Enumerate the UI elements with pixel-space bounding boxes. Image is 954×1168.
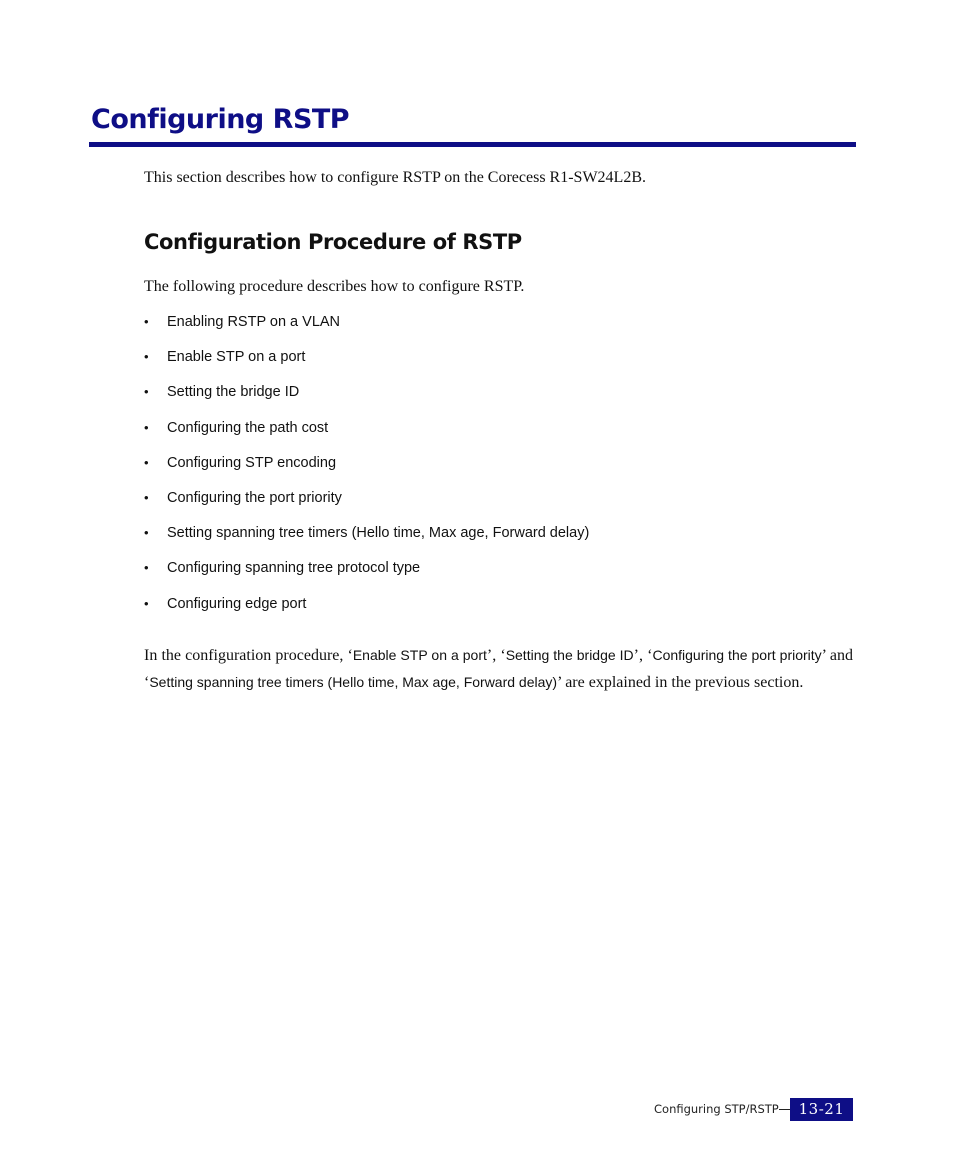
bullet-icon: • <box>144 595 149 611</box>
closing-text: ’ and ‘ <box>144 647 854 691</box>
list-item <box>144 381 589 416</box>
list-item <box>144 311 589 346</box>
section-heading: Configuration Procedure of RSTP <box>144 230 522 254</box>
step-label: Configuring spanning tree protocol type <box>167 560 421 577</box>
closing-text: ’ are explained in the previous section. <box>557 674 804 691</box>
step-reference: Configuring the port priority <box>652 647 822 663</box>
chapter-title: Configuring RSTP <box>91 104 350 135</box>
bullet-icon: • <box>144 525 149 541</box>
closing-text: In the configuration procedure, ‘ <box>144 647 353 664</box>
intro-paragraph: This section describes how to configure RSTP on the Corecess R1-SW24L2B. <box>144 169 646 186</box>
bullet-icon: • <box>144 349 149 365</box>
closing-paragraph <box>144 642 853 696</box>
closing-text: ’, ‘ <box>486 647 506 664</box>
bullet-icon: • <box>144 454 149 470</box>
list-item <box>144 487 589 522</box>
step-label: Setting the bridge ID <box>167 384 300 401</box>
bullet-icon: • <box>144 384 149 400</box>
bullet-icon: • <box>144 560 149 576</box>
list-item <box>144 346 589 381</box>
step-label: Configuring the path cost <box>167 419 329 436</box>
footer-chapter-label: Configuring STP/RSTP <box>654 1102 779 1116</box>
procedure-intro: The following procedure describes how to configure RSTP. <box>144 278 525 295</box>
bullet-icon: • <box>144 314 149 329</box>
procedure-step-list <box>144 311 589 628</box>
step-label: Enabling RSTP on a VLAN <box>167 314 341 330</box>
bullet-icon: • <box>144 419 149 435</box>
list-item <box>144 452 589 487</box>
list-item <box>144 557 589 592</box>
step-reference: Setting the bridge ID <box>505 647 634 663</box>
step-label: Setting spanning tree timers (Hello time, Max age, Forward delay) <box>167 525 590 542</box>
list-item <box>144 417 589 452</box>
step-reference: Enable STP on a port <box>352 647 487 663</box>
list-item <box>144 593 589 628</box>
step-label: Configuring the port priority <box>167 489 342 506</box>
step-label: Configuring edge port <box>167 595 307 612</box>
step-reference: Setting spanning tree timers (Hello time, Max age, Forward delay) <box>149 674 558 690</box>
page-number: 13-21 <box>790 1098 853 1121</box>
closing-text: ’, ‘ <box>633 647 653 664</box>
bullet-icon: • <box>144 489 149 505</box>
list-item <box>144 522 589 557</box>
step-label: Configuring STP encoding <box>167 454 337 471</box>
step-label: Enable STP on a port <box>167 349 306 366</box>
title-underline <box>89 142 856 147</box>
